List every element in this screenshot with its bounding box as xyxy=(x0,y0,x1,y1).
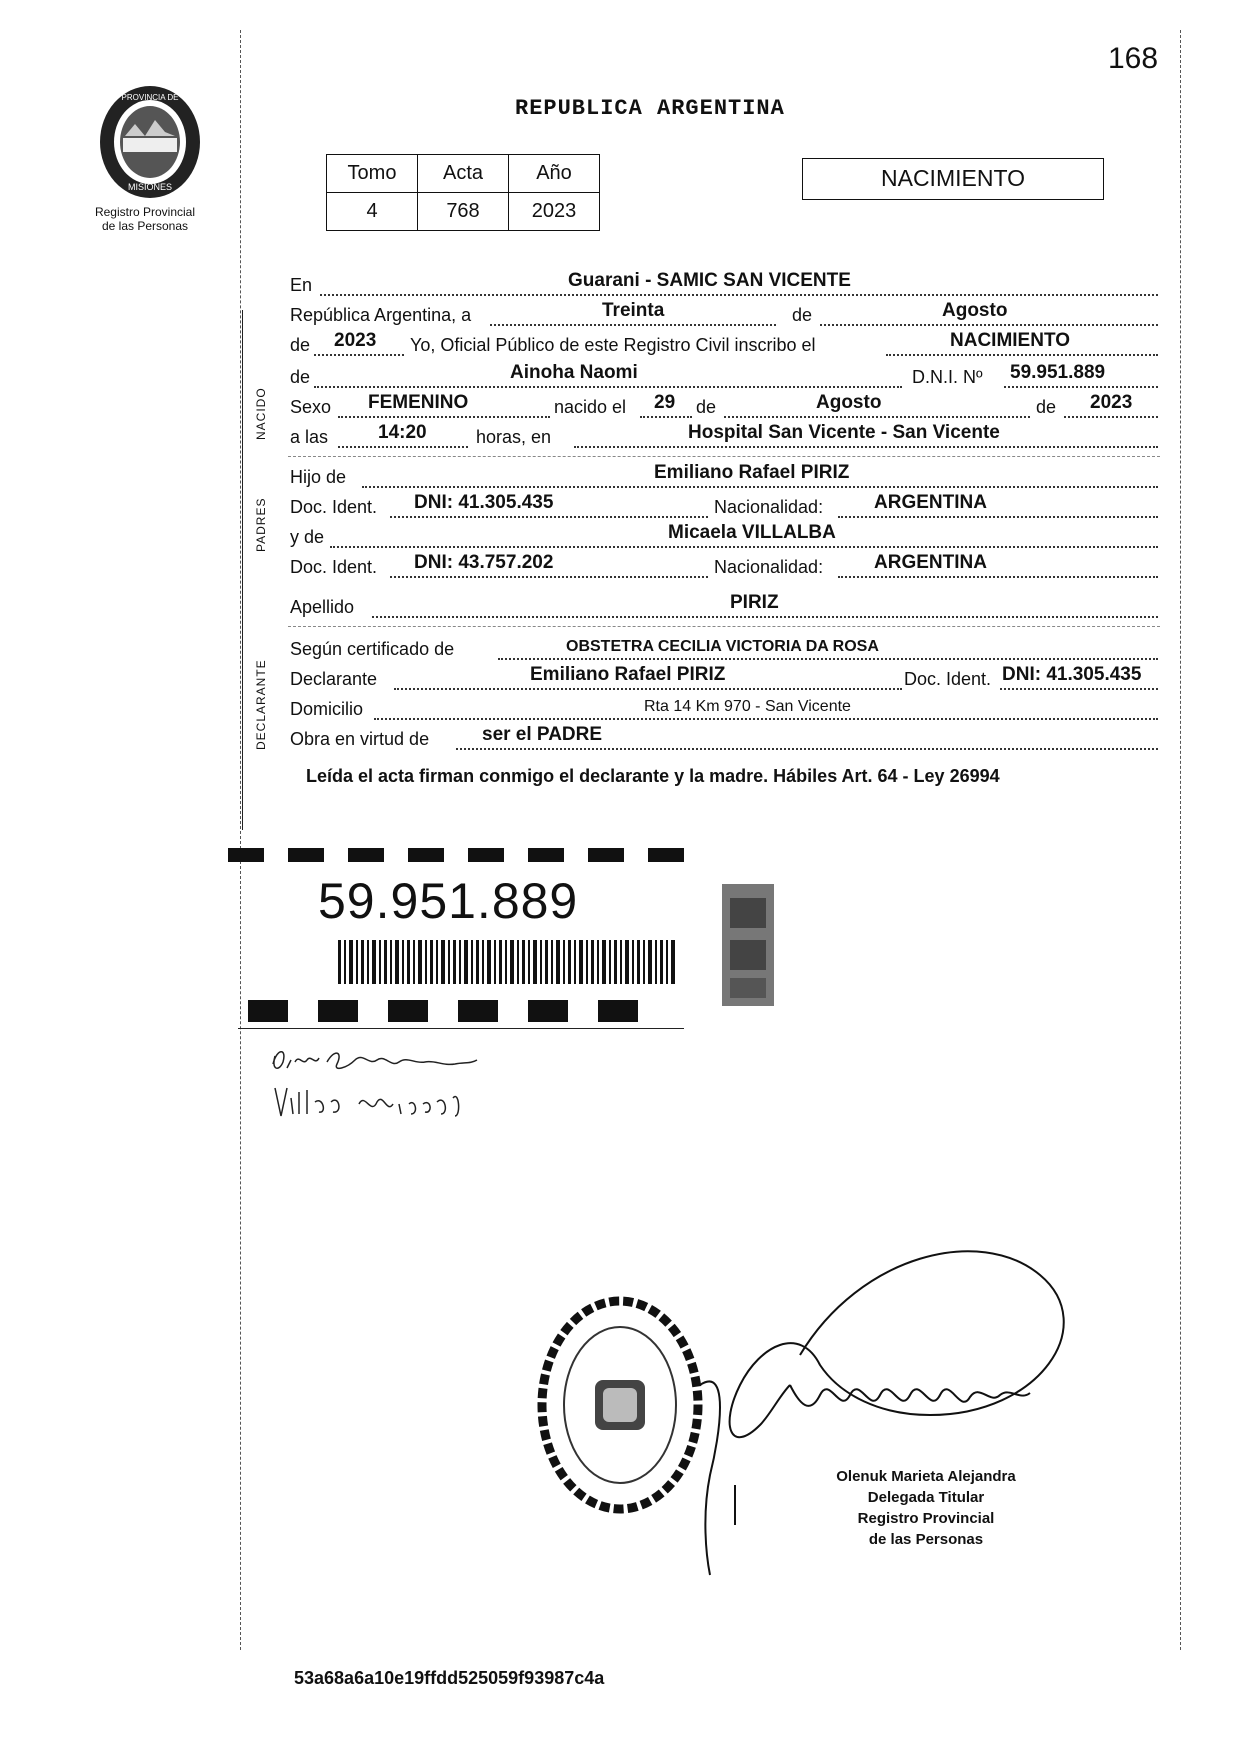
dotted-line xyxy=(640,416,692,418)
declarante-label: Declarante xyxy=(290,669,378,689)
dotted-line xyxy=(886,354,1158,356)
sticker-divider xyxy=(238,1028,684,1029)
doc2-label: Doc. Ident. xyxy=(290,557,378,577)
dotted-line xyxy=(314,386,902,388)
dotted-line xyxy=(394,688,902,690)
ano-value: 2023 xyxy=(509,193,600,231)
dotted-line xyxy=(1064,416,1158,418)
sticker-top-pattern xyxy=(228,848,684,862)
misiones-seal-logo xyxy=(95,80,205,202)
sexo-label: Sexo xyxy=(290,397,332,417)
seal-bottom-text: MISIONES xyxy=(127,182,173,192)
dotted-line xyxy=(838,576,1158,578)
dotted-line xyxy=(574,446,1158,448)
barcode xyxy=(338,940,675,984)
dotted-line xyxy=(320,294,1158,296)
de2-label: de xyxy=(290,335,311,355)
declarante-value: Emiliano Rafael PIRIZ xyxy=(530,664,726,685)
domicilio-value: Rta 14 Km 970 - San Vicente xyxy=(644,698,851,715)
obra-label: Obra en virtud de xyxy=(290,729,430,749)
madre-value: Micaela VILLALBA xyxy=(668,522,836,543)
dotted-line xyxy=(338,446,468,448)
nac2-label: Nacionalidad: xyxy=(714,557,824,577)
birth-year: 2023 xyxy=(1090,392,1133,413)
dni-value: 59.951.889 xyxy=(1010,362,1106,383)
registry-label xyxy=(70,205,220,233)
record-table xyxy=(326,154,600,231)
row-madre xyxy=(290,522,1160,550)
nac-label: Nacionalidad: xyxy=(714,497,824,517)
official-title: Delegada Titular xyxy=(867,1489,985,1506)
row-madre-doc xyxy=(290,552,1160,580)
dotted-line xyxy=(490,324,776,326)
row-hijo xyxy=(290,462,1160,490)
row-nombre xyxy=(290,362,1160,390)
de3-label: de xyxy=(696,397,717,417)
doc3-label: Doc. Ident. xyxy=(904,669,992,689)
hijo-label: Hijo de xyxy=(290,467,347,487)
dotted-line xyxy=(820,324,1158,326)
dotted-line xyxy=(338,416,550,418)
acta-header: Acta xyxy=(418,155,509,193)
tomo-value: 4 xyxy=(327,193,418,231)
apellido-value: PIRIZ xyxy=(730,592,779,613)
document-hash: 53a68a6a10e19ffdd525059f93987c4a xyxy=(294,1668,605,1688)
tomo-header: Tomo xyxy=(327,155,418,193)
a-las-label: a las xyxy=(290,427,329,447)
section-label-nacido: NACIDO xyxy=(254,387,268,440)
padre-nac: ARGENTINA xyxy=(874,492,987,513)
apellido-label: Apellido xyxy=(290,597,355,617)
yde-label: y de xyxy=(290,527,325,547)
en-label: En xyxy=(290,275,313,295)
inscribo-value: NACIMIENTO xyxy=(950,330,1070,351)
official-name: Olenuk Marieta Alejandra xyxy=(836,1468,1016,1485)
official-registry-2: de las Personas xyxy=(868,1531,984,1548)
dotted-line xyxy=(456,748,1158,750)
dotted-line xyxy=(1004,386,1158,388)
obra-value: ser el PADRE xyxy=(482,724,603,745)
section-separator xyxy=(288,626,1160,627)
republica-label: República Argentina, a xyxy=(290,305,472,325)
official-registry: Registro Provincial xyxy=(857,1510,995,1527)
dotted-line xyxy=(362,486,1158,488)
month-value: Agosto xyxy=(942,300,1008,321)
doc-label: Doc. Ident. xyxy=(290,497,378,517)
dotted-line xyxy=(724,416,1030,418)
dotted-line xyxy=(330,546,1158,548)
certificado-label: Según certificado de xyxy=(290,639,455,659)
row-fecha xyxy=(290,300,1160,328)
lugar-value: Hospital San Vicente - San Vicente xyxy=(688,422,1000,443)
official-name-block xyxy=(796,1466,1056,1550)
certificado-value: OBSTETRA CECILIA VICTORIA DA ROSA xyxy=(566,638,879,655)
dni-label: D.N.I. Nº xyxy=(912,367,983,387)
nacido-label: nacido el xyxy=(554,397,627,417)
row-domicilio xyxy=(290,694,1160,722)
de4-label: de xyxy=(1036,397,1057,417)
registry-label-line-2: de las Personas xyxy=(101,219,189,233)
row-apellido xyxy=(290,592,1160,620)
nombre-value: Ainoha Naomi xyxy=(510,362,638,383)
inscribo-label: Yo, Oficial Público de este Registro Civil inscribo el xyxy=(410,335,816,355)
section-divider-line xyxy=(242,310,243,830)
row-declarante xyxy=(290,664,1160,692)
row-padre-doc xyxy=(290,492,1160,520)
act-type-box: NACIMIENTO xyxy=(802,158,1104,200)
section-separator xyxy=(288,456,1160,457)
row-inscribo xyxy=(290,330,1160,358)
hora-value: 14:20 xyxy=(378,422,427,443)
dotted-line xyxy=(390,576,708,578)
horas-label: horas, en xyxy=(476,427,552,447)
seal-top-text: PROVINCIA DE xyxy=(121,93,179,102)
section-label-padres: PADRES xyxy=(254,497,268,552)
row-obra xyxy=(290,724,1160,752)
birth-month: Agosto xyxy=(816,392,882,413)
dotted-line xyxy=(498,658,1158,660)
id-label-sticker xyxy=(228,840,688,1030)
acta-value: 768 xyxy=(418,193,509,231)
birth-day: 29 xyxy=(654,392,676,413)
registry-label-line-1: Registro Provincial xyxy=(94,205,196,219)
dotted-line xyxy=(314,354,404,356)
dotted-line xyxy=(1000,688,1158,690)
dotted-line xyxy=(374,718,1158,720)
section-label-declarante: DECLARANTE xyxy=(254,659,268,750)
dotted-line xyxy=(390,516,708,518)
de-label: de xyxy=(792,305,813,325)
day-value: Treinta xyxy=(602,300,665,321)
row-sexo xyxy=(290,392,1160,420)
sexo-value: FEMENINO xyxy=(368,392,469,413)
declarante-doc: DNI: 41.305.435 xyxy=(1002,664,1142,685)
domicilio-label: Domicilio xyxy=(290,699,364,719)
closing-note: Leída el acta firman conmigo el declarante y la madre. Hábiles Art. 64 - Ley 26994 xyxy=(306,766,1000,786)
document-title: REPUBLICA ARGENTINA xyxy=(515,96,785,121)
padre-doc: DNI: 41.305.435 xyxy=(414,492,554,513)
nombre-label: de xyxy=(290,367,311,387)
en-value: Guarani - SAMIC SAN VICENTE xyxy=(568,270,851,291)
dotted-line xyxy=(372,616,1158,618)
madre-nac: ARGENTINA xyxy=(874,552,987,573)
ano-header: Año xyxy=(509,155,600,193)
hologram-seal xyxy=(718,880,778,1010)
row-hora xyxy=(290,422,1160,450)
right-margin-line xyxy=(1180,30,1181,1650)
row-en xyxy=(290,270,1160,298)
page-number: 168 xyxy=(1108,42,1159,75)
year-value: 2023 xyxy=(334,330,377,351)
dotted-line xyxy=(838,516,1158,518)
handwritten-signatures xyxy=(265,1042,535,1122)
madre-doc: DNI: 43.757.202 xyxy=(414,552,554,573)
padre-value: Emiliano Rafael PIRIZ xyxy=(654,462,850,483)
row-certificado xyxy=(290,634,1160,662)
sticker-bottom-pattern xyxy=(248,1000,638,1022)
id-number: 59.951.889 xyxy=(318,873,579,929)
